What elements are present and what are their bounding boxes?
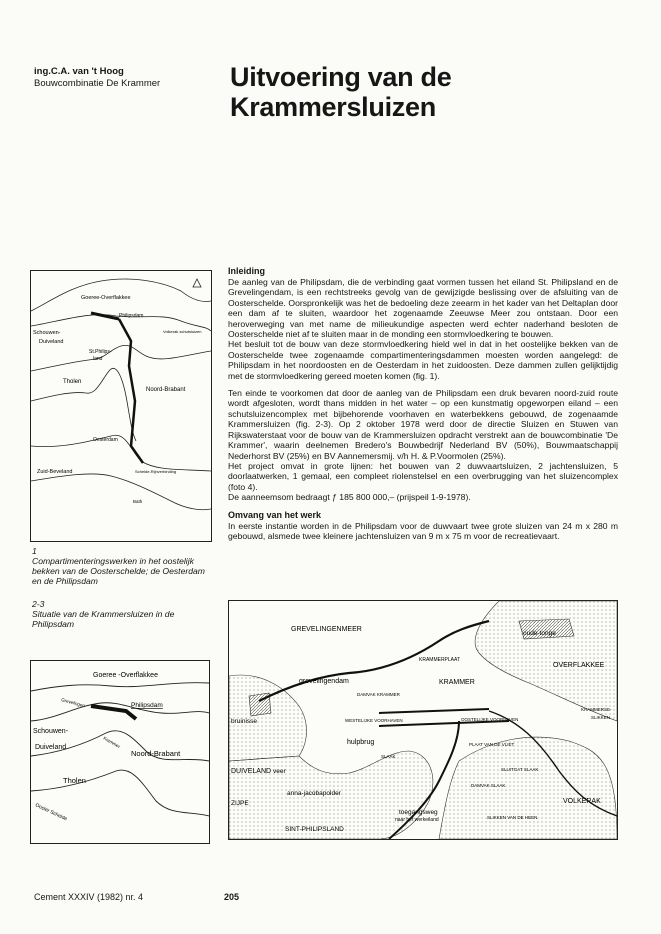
map3-label-veer: veer: [273, 768, 286, 775]
map3-label-slikken: SLIKKEN: [591, 715, 611, 720]
map3-label-oostvoorhaven: OOSTELIJKE VOORHAVEN: [461, 717, 519, 722]
map1-label-krammer: Volkerak schutsluizen: [163, 329, 202, 334]
footer-journal: Cement XXXIV (1982) nr. 4: [34, 892, 144, 902]
map1-label-philipsdam: Philipsdam: [119, 313, 144, 319]
map2-label-oosterschelde: Ooster Schelde: [34, 802, 68, 823]
figure-1-svg: [31, 271, 211, 541]
map2-label-grevelingen: Grevelingen: [60, 697, 86, 709]
coast-line: [31, 368, 136, 441]
map3-label-krammerplaat: KRAMMERPLAAT: [419, 657, 461, 663]
paragraph: Het project omvat in grote lijnen: het bouwen van 2 duwvaartsluizen, 2 jachtensluizen, 5 doorlaatwerken, 1 gemaal, een compleet riolenstelsel en een overbrugging van het sluizencomplex (foto 4).: [228, 460, 618, 492]
paragraph: In eerste instantie worden in de Philipsdam voor de duwvaart twee grote sluizen van 24 m x 280 m gebouwd, alsmede twee kleinere jachtensluizen van 9 m x 75 m voor de recreatievaart.: [228, 520, 618, 541]
map3-label-damvakslaak: DAMVAK SLAAK: [471, 783, 506, 788]
paragraph: De aanleg van de Philipsdam, die de verbinding gaat vormen tussen het eiland St. Philipsland en de Grevelingendam, is een rechtstreeks gevolg van de gewijzigde beslissing over de afsluiting van de Oosterschelde. Oorspronkelijk was het de bedoeling deze zeearm in het kader van het Deltaplan door een dam af te sluiten, waardoor het zogenaamde Zeeuwse Meer zou ontstaan. Door een heroverweging van met name de milieukundige aspecten werd echter naderhand besloten de Oosterschelde niet af te sluiten maar in de monding een stormvloedkering te bouwen.: [228, 277, 618, 340]
figure-3-map: [228, 600, 618, 840]
figure-3-svg: [229, 601, 617, 839]
paragraph: De aanneemsom bedraagt ƒ 185 800 000,– (prijspeil 1-9-1978).: [228, 492, 471, 503]
map3-label-westvoorhaven: WESTELIJKE VOORHAVEN: [345, 718, 403, 723]
map3-label-zijpe: ZIJPE: [231, 800, 249, 807]
map3-label-hulpbrug: hulpbrug: [347, 739, 375, 746]
map1-label-oesterdam: Oesterdam: [93, 437, 118, 443]
coast-line: [31, 683, 209, 691]
map3-label-overflakkee: OVERFLAKKEE: [553, 662, 605, 669]
footer-page-number: 205: [224, 892, 240, 902]
author-affiliation: Bouwcombinatie De Krammer: [34, 78, 161, 89]
north-arrow-icon: [193, 279, 201, 287]
figure-1-caption: [32, 546, 207, 586]
section-heading-inleiding: Inleiding: [228, 266, 265, 276]
author-name: ing.C.A. van 't Hoog: [34, 66, 124, 77]
coast-line: [31, 474, 211, 510]
map3-label-bruinisse: bruinisse: [231, 718, 258, 725]
article-body: [228, 266, 618, 548]
dam-line: [91, 706, 136, 719]
figure-1-map: [30, 270, 212, 542]
figure-23-number: 2-3: [32, 599, 45, 609]
map2-label-schouwen: Schouwen-: [33, 728, 69, 735]
coast-line: [31, 770, 209, 816]
map3-label-oudetonge: oude-tonge: [523, 630, 556, 637]
map3-label-krammerse: KRAMMERSE-: [581, 707, 612, 712]
map3-label-volkerak: VOLKERAK: [563, 798, 601, 805]
map1-label-stphilips: St.Philips-: [89, 349, 112, 355]
map3-label-toegangsweg: toegangsweg: [399, 809, 438, 816]
map2-label-goeree: Goeree -Overflakkee: [93, 672, 158, 679]
map2-label-duiveland: Duiveland: [35, 744, 67, 751]
map3-label-annajacoba: anna-jacobapolder: [287, 790, 341, 797]
map2-label-tholen: Tholen: [63, 776, 86, 785]
map1-label-bath: Bath: [133, 499, 143, 504]
map1-label-tholen: Tholen: [63, 379, 82, 385]
map2-label-noordbrabant: Noord-Brabant: [131, 749, 181, 758]
map1-label-schouwen: Schouwen-: [33, 330, 61, 336]
map3-label-sluitgat: SLUITGAT SLAAK: [501, 767, 539, 772]
map3-label-slikkenheen: SLIKKEN VAN DE HEEN: [487, 815, 538, 820]
figure-1-number: 1: [32, 546, 37, 556]
dam-line: [379, 709, 489, 713]
map1-label-zuidbeveland: Zuid-Beveland: [37, 469, 73, 475]
land-area: [475, 601, 617, 721]
map2-label-krammer: Krammer: [102, 735, 122, 750]
figure-1-caption-text: Compartimenteringswerken in het oostelijk bekken van de Oosterschelde; de Oesterdam en de Philipsdam: [32, 556, 205, 586]
coast-line: [31, 435, 211, 471]
paragraph: Ten einde te voorkomen dat door de aanleg van de Philipsdam een druk bevaren noord-zuid route wordt afgesloten, wordt thans midden in het water – op een kunstmatig opgeworpen eiland – een schutsluizencomplex met bijbehorende voorhaven en waterbekkens gebouwd, de zogenaamde Krammersluizen (fig. 2-3). Op 2 oktober 1978 werd door de directie Sluizen en Stuwen van Rijkswaterstaat voor de bouw van de Krammersluizen opdracht verstrekt aan de bouwcombinatie 'De Krammer', waarin deelnemen Bredero's Bouwbedrijf Nederland BV (50%), Bouwmaatschappij Nederhorst BV (25%) en BV Aannemersmij. v/h H. & P.Voormolen (25%).: [228, 388, 618, 461]
coast-line: [31, 345, 211, 371]
map1-label-noordbrabant: Noord-Brabant: [146, 387, 186, 393]
figure-23-caption-text: Situatie van de Krammersluizen in de Philipsdam: [32, 609, 175, 629]
map3-label-damvak: DAMVAK KRAMMER: [357, 692, 400, 697]
map1-label-land: land: [93, 356, 103, 362]
map2-label-philipsdam: Philipsdam: [131, 702, 163, 709]
map3-label-krammer: KRAMMER: [439, 679, 475, 686]
map3-label-werkeiland: naar het werkeiland: [395, 817, 439, 823]
map1-label-duiveland: Duiveland: [39, 339, 64, 345]
title-line-2: Krammersluizen: [230, 92, 436, 122]
land-area: [439, 737, 617, 839]
figure-23-caption: [32, 599, 207, 629]
map1-label-goeree: Goeree-Overflakkee: [81, 295, 131, 301]
figure-2-map: [30, 660, 210, 844]
map1-label-kanaal: Schelde-Rijnverbinding: [135, 469, 177, 474]
section-heading-omvang: Omvang van het werk: [228, 509, 322, 520]
map3-label-plaatvliet: PLAAT VAN DE VLIET: [469, 742, 515, 747]
map3-label-sintphilipsland: SINT-PHILIPSLAND: [285, 826, 344, 833]
author-block: [34, 66, 160, 90]
title-line-1: Uitvoering van de: [230, 62, 452, 92]
figure-2-svg: [31, 661, 209, 843]
map3-label-duiveland: DUIVELAND: [231, 768, 272, 775]
paragraph: Het besluit tot de bouw van deze stormvloedkering hield wel in dat in het oostelijke bekken van de Oosterschelde twee zogenaamde compartimenteringsdammen moesten worden aangelegd: de Philipsdam in het noordoosten en de Oesterdam in het zuidoosten. Deze dammen zullen gelijktijdig met de stormvloedkering gereed moeten komen (fig. 1).: [228, 339, 618, 381]
dam-line: [119, 319, 143, 463]
map3-label-grevelingenmeer: GREVELINGENMEER: [291, 626, 362, 633]
map3-label-grevelingendam: grevelingendam: [299, 678, 349, 685]
article-title: [230, 62, 451, 122]
map3-label-slaak: SLAAK: [381, 754, 396, 759]
